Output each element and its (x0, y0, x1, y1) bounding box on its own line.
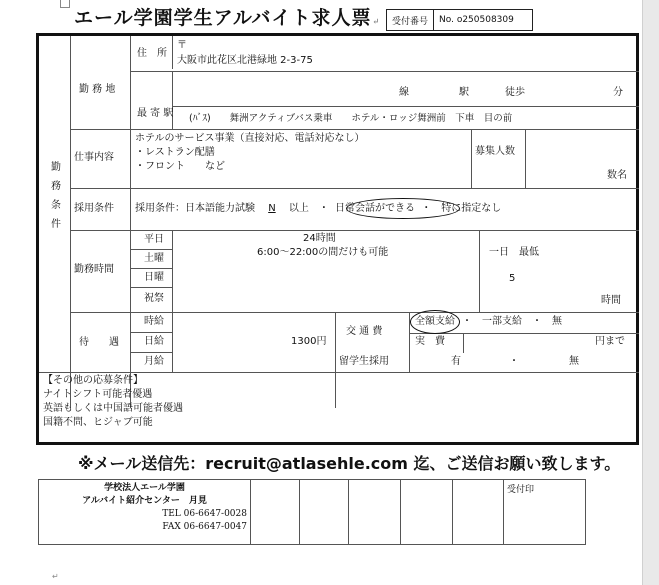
recruit-count-label: 募集人数 (475, 146, 515, 157)
footer-contact (39, 480, 251, 545)
postal-mark: 〒 (177, 40, 187, 51)
other-conditions-title: 【その他の応募条件】 (43, 375, 143, 386)
stamp-label: 受付印 (507, 485, 535, 495)
intl-no: 無 (569, 356, 579, 367)
pay-label: 待 遇 (79, 337, 119, 348)
vertical-scrollbar[interactable] (642, 0, 659, 585)
other-condition-1: ナイトシフト可能者優遇 (43, 389, 153, 400)
duties-line3: ・フロント など (135, 161, 225, 172)
requirements-line: 採用条件：日本語能力試験 N 以上 ・ 日常会話ができる ・ 特に指定なし (135, 203, 502, 214)
footer-center: アルバイト紹介センター 月見 (82, 496, 207, 506)
footer-cell (401, 480, 453, 545)
footer-table (38, 479, 586, 545)
station-route: (ﾊﾞｽ) 舞洲アクティブバス乗車 ホテル・ロッジ舞洲前 下車 目の前 (189, 113, 513, 124)
footer-fax: FAX 06-6647-0047 (162, 522, 247, 532)
transport-actual-label: 実 費 (415, 336, 445, 347)
job-form-frame (36, 33, 639, 445)
other-condition-3: 国籍不問、ヒジャブ可能 (43, 417, 153, 428)
receipt-box (386, 9, 533, 31)
jlpt-level: N (268, 203, 276, 214)
hours-unit: 時間 (601, 295, 621, 306)
intl-yes: 有 (451, 356, 461, 367)
footer-cell (300, 480, 349, 545)
hours-label: 勤務時間 (74, 264, 114, 275)
email-notice: ※メール送信先：recruit@atlasehle.com 迄、ご送信お願い致します。 (78, 454, 621, 473)
transport-full: 全額支給 (415, 316, 455, 327)
intl-student-label: 留学生採用 (339, 356, 389, 367)
receipt-label: 受付番号 (387, 10, 434, 31)
workplace-label: 勤 務 地 (79, 84, 116, 95)
station-label: 最 寄 駅 (137, 108, 174, 119)
address-label: 住 所 (137, 48, 167, 59)
station-station-label: 駅 (459, 87, 469, 98)
stamp-cell (504, 480, 586, 545)
footer-cell (349, 480, 401, 545)
page-corner-mark (60, 0, 70, 8)
conversation-circle (346, 198, 460, 219)
station-walk-label: 徒歩 (505, 87, 525, 98)
pay-hourly: 時給 (144, 316, 164, 327)
station-minutes-label: 分 (613, 87, 623, 98)
intl-dot: ・ (509, 356, 519, 367)
transport-full-circle (410, 310, 460, 334)
transport-label: 交 通 費 (346, 326, 383, 337)
duties-line2: ・レストラン配膳 (135, 147, 215, 158)
hours-value1: 24時間 (303, 233, 336, 244)
day-holiday: 祝祭 (144, 293, 164, 304)
min-hours-value: 5 (509, 273, 516, 284)
day-sunday: 日曜 (144, 272, 164, 283)
footer-tel: TEL 06-6647-0028 (162, 509, 247, 519)
recruit-count-value: 数名 (607, 170, 627, 181)
duties-label: 仕事内容 (74, 152, 114, 163)
other-condition-2: 英語もしくは中国語可能者優遇 (43, 403, 183, 414)
hours-value2: 6:00～22:00の間だけも可能 (257, 247, 389, 258)
station-line-label: 線 (399, 87, 409, 98)
transport-options: ・ 一部支給 ・ 無 (462, 316, 562, 327)
pay-daily: 日給 (144, 336, 164, 347)
duties-line1: ホテルのサービス事業（直接対応、電話対応なし） (135, 133, 365, 144)
conversation-option: 日常会話ができる (335, 203, 416, 214)
address-value: 大阪市此花区北港緑地 2-3-75 (177, 55, 313, 66)
requirements-label: 採用条件 (74, 203, 114, 214)
paragraph-mark: ↵ (52, 572, 59, 581)
footer-org: 学校法人エール学園 (104, 483, 185, 493)
pay-amount: 1300円 (291, 336, 327, 347)
min-hours-label: 一日 最低 (489, 247, 539, 258)
footer-cell (453, 480, 504, 545)
day-saturday: 土曜 (144, 253, 164, 264)
transport-upto: 円まで (595, 336, 625, 347)
form-title: エール学園学生アルバイト求人票↵ (74, 7, 381, 29)
day-weekday: 平日 (144, 234, 164, 245)
section-label: 勤務条件 (51, 162, 61, 230)
pay-monthly: 月給 (144, 356, 164, 367)
receipt-number: No. o250508309 (434, 10, 533, 31)
footer-cell (251, 480, 300, 545)
